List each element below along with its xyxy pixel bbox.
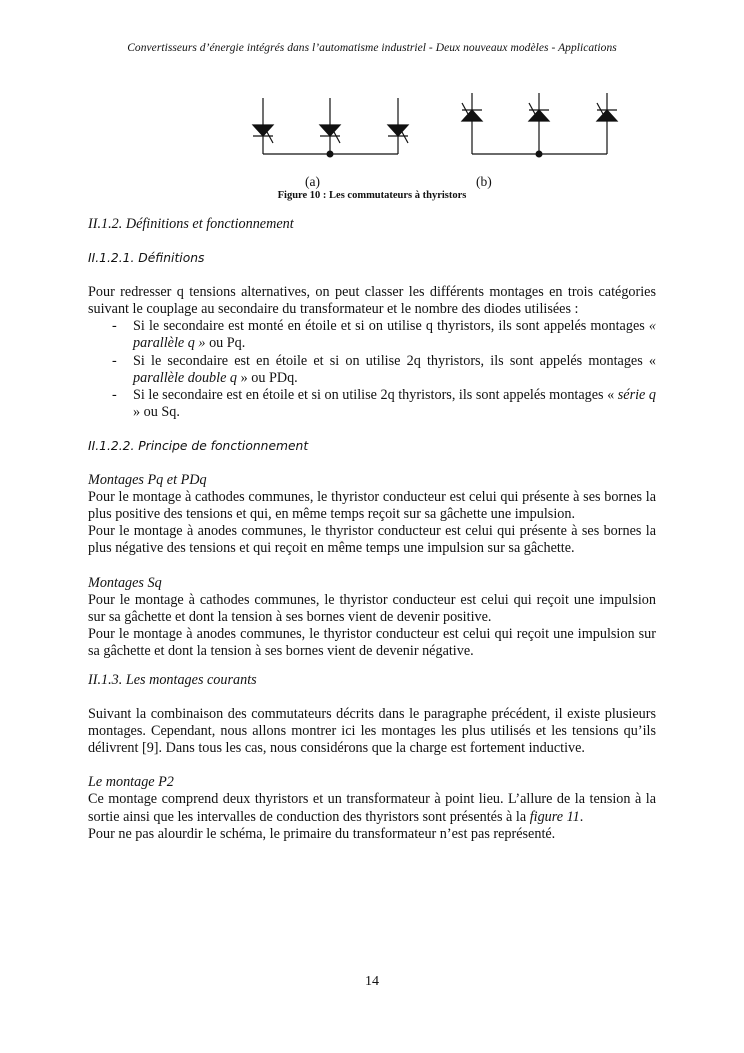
paragraph-intro: Pour redresser q tensions alternatives, on peut classer les différents montages en trois catégories suivant le couplage au secondaire du transformateur et le nombre des diodes utilisées : <box>88 284 656 318</box>
paragraph-pq-cathodes: Pour le montage à cathodes communes, le thyristor conducteur est celui qui présente à ses bornes la plus positive des tensions et qui, en même temps reçoit sur sa gâchette une impulsion. <box>88 489 656 523</box>
figure-caption: Figure 10 : Les commutateurs à thyristors <box>277 190 467 201</box>
paragraph-sq-anodes: Pour le montage à anodes communes, le thyristor conducteur est celui qui reçoit une impulsion sur sa gâchette et dont la tension à ses bornes vient de devenir négative. <box>88 625 656 659</box>
heading-principe: II.1.2.2. Principe de fonctionnement <box>88 438 309 453</box>
figure-reference: figure 11 <box>529 808 580 825</box>
paragraph-pq-anodes: Pour le montage à anodes communes, le thyristor conducteur est celui qui présente à ses bornes la plus négative des tensions et qui reçoit en même temps une impulsion sur sa gâchette. <box>88 523 656 557</box>
list-item: - Si le secondaire est monté en étoile et si on utilise q thyristors, ils sont appelés montages « parallèle q » ou Pq. <box>112 318 656 352</box>
paragraph-p2-note: Pour ne pas alourdir le schéma, le primaire du transformateur n’est pas représenté. <box>88 825 556 842</box>
list-item: - Si le secondaire est en étoile et si on utilise 2q thyristors, ils sont appelés montages « série q » ou Sq. <box>112 386 656 420</box>
heading-definitions: II.1.2.1. Définitions <box>88 251 205 266</box>
body-text <box>88 216 656 843</box>
paragraph-sq-cathodes: Pour le montage à cathodes communes, le thyristor conducteur est celui qui reçoit une impulsion sur sa gâchette et dont la tension à ses bornes vient de devenir positive. <box>88 591 656 625</box>
node-a <box>327 151 334 158</box>
page-number: 14 <box>365 974 379 989</box>
paragraph-p2: Ce montage comprend deux thyristors et un transformateur à point lieu. L’allure de la tension à la sortie ainsi que les intervalles de conduction des thyristors sont présentés à la figure 11. <box>88 791 656 825</box>
node-b <box>536 151 543 158</box>
figure-label-a: (a) <box>305 174 320 189</box>
heading-montages-pq: Montages Pq et PDq <box>88 472 207 489</box>
paragraph-courants: Suivant la combinaison des commutateurs décrits dans le paragraphe précédent, il existe plusieurs montages. Cependant, nous allons montrer ici les montages les plus utilisés et les tensions qu’ils délivrent [9]. Dans tous les cas, nous considérons que la charge est fortement inductive. <box>88 706 656 757</box>
running-header: Convertisseurs d’énergie intégrés dans l’automatisme industriel - Deux nouveaux modèles - Applications <box>127 42 617 54</box>
heading-montages-sq: Montages Sq <box>88 574 162 591</box>
figure-label-b: (b) <box>476 174 492 189</box>
heading-definitions-fonctionnement: II.1.2. Définitions et fonctionnement <box>88 216 294 232</box>
heading-montages-courants: II.1.3. Les montages courants <box>88 671 257 688</box>
list-item: - Si le secondaire est en étoile et si on utilise 2q thyristors, ils sont appelés montages « parallèle double q » ou PDq. <box>112 352 656 386</box>
figure-b-circuit <box>472 93 607 154</box>
heading-montage-p2: Le montage P2 <box>88 774 174 791</box>
bullet-list <box>88 318 656 421</box>
